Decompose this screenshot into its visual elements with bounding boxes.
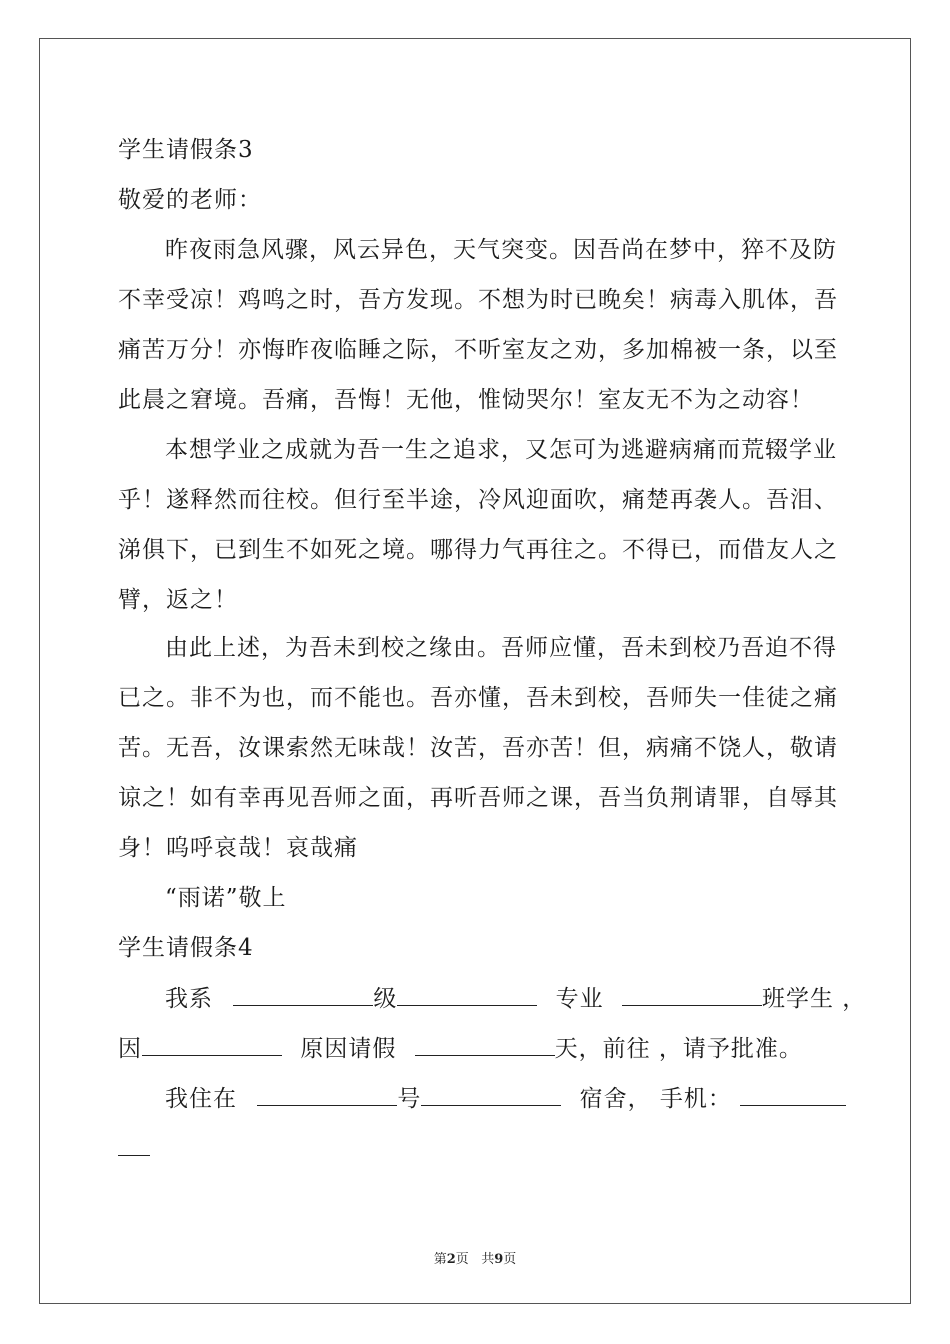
grade-blank-field[interactable]	[233, 983, 373, 1006]
heading-leave-note-4: 学生请假条4	[118, 935, 254, 961]
signature: “雨诺”敬上	[165, 885, 287, 911]
paragraph-3-line-5: 身！呜呼哀哉！哀哉痛	[118, 835, 358, 861]
form-reason-label: 原因请假	[300, 1036, 397, 1062]
page-footer	[0, 1248, 950, 1267]
class-blank-field[interactable]	[622, 983, 762, 1006]
paragraph-2-line-3: 涕俱下，已到生不如死之境。哪得力气再往之。不得已，而借友人之	[118, 537, 838, 563]
paragraph-2-line-4: 臂，返之！	[118, 587, 238, 613]
form-number-label: 号	[397, 1086, 422, 1112]
paragraph-1-line-3: 痛苦万分！亦悔昨夜临睡之际，不听室友之劝，多加棉被一条，以至	[118, 337, 838, 363]
room-blank-field[interactable]	[421, 1083, 561, 1106]
paragraph-2-line-2: 乎！遂释然而往校。但行至半途，冷风迎面吹，痛楚再袭人。吾泪、	[118, 487, 838, 513]
paragraph-1-line-2: 不幸受凉！鸡鸣之时，吾方发现。不想为时已晚矣！病毒入肌体，吾	[118, 287, 838, 313]
days-blank-field[interactable]	[415, 1033, 555, 1056]
footer-total-prefix: 共	[481, 1252, 495, 1267]
form-request-text: 天，前往 ，请予批准。	[554, 1036, 803, 1062]
form-dorm-phone-label: 宿舍， 手机：	[579, 1086, 732, 1112]
heading-leave-note-3: 学生请假条3	[118, 137, 254, 163]
form-line-3	[165, 1083, 846, 1114]
phone-blank-field[interactable]	[740, 1083, 846, 1106]
building-blank-field[interactable]	[257, 1083, 397, 1106]
footer-total-suffix: 页	[503, 1252, 517, 1267]
form-line-4	[118, 1133, 150, 1164]
footer-page-suffix: 页	[455, 1252, 469, 1267]
paragraph-3-line-1: 由此上述，为吾未到校之缘由。吾师应懂，吾未到校乃吾迫不得	[165, 635, 837, 661]
major-blank-field[interactable]	[397, 983, 537, 1006]
form-grade-label: 级	[373, 986, 398, 1012]
paragraph-1-line-4: 此晨之窘境。吾痛，吾悔！无他，惟恸哭尔！室友无不为之动容！	[118, 387, 814, 413]
form-major-label: 专业	[555, 986, 604, 1012]
reason-blank-field[interactable]	[142, 1033, 282, 1056]
form-line-1	[165, 983, 866, 1014]
footer-page-number: 2	[446, 1252, 456, 1267]
page-border	[39, 38, 911, 1304]
paragraph-2-line-1: 本想学业之成就为吾一生之追求，又怎可为逃避病痛而荒辍学业	[165, 437, 837, 463]
form-line-2	[118, 1033, 803, 1064]
salutation: 敬爱的老师：	[118, 187, 262, 213]
phone-blank-continuation[interactable]	[118, 1133, 150, 1156]
footer-page-prefix: 第	[433, 1252, 447, 1267]
form-class-label: 班学生 ，	[761, 986, 867, 1012]
form-live-label: 我住在	[165, 1086, 237, 1112]
form-dept-label: 我系	[165, 986, 213, 1012]
paragraph-3-line-4: 谅之！如有幸再见吾师之面，再听吾师之课，吾当负荆请罪，自辱其	[118, 785, 838, 811]
paragraph-3-line-2: 已之。非不为也，而不能也。吾亦懂，吾未到校，吾师失一佳徒之痛	[118, 685, 838, 711]
paragraph-1-line-1: 昨夜雨急风骤，风云异色，天气突变。因吾尚在梦中，猝不及防	[165, 237, 837, 263]
paragraph-3-line-3: 苦。无吾，汝课索然无味哉！汝苦，吾亦苦！但，病痛不饶人，敬请	[118, 735, 838, 761]
footer-total-number: 9	[494, 1252, 504, 1267]
form-reason-prefix: 因	[118, 1036, 142, 1062]
